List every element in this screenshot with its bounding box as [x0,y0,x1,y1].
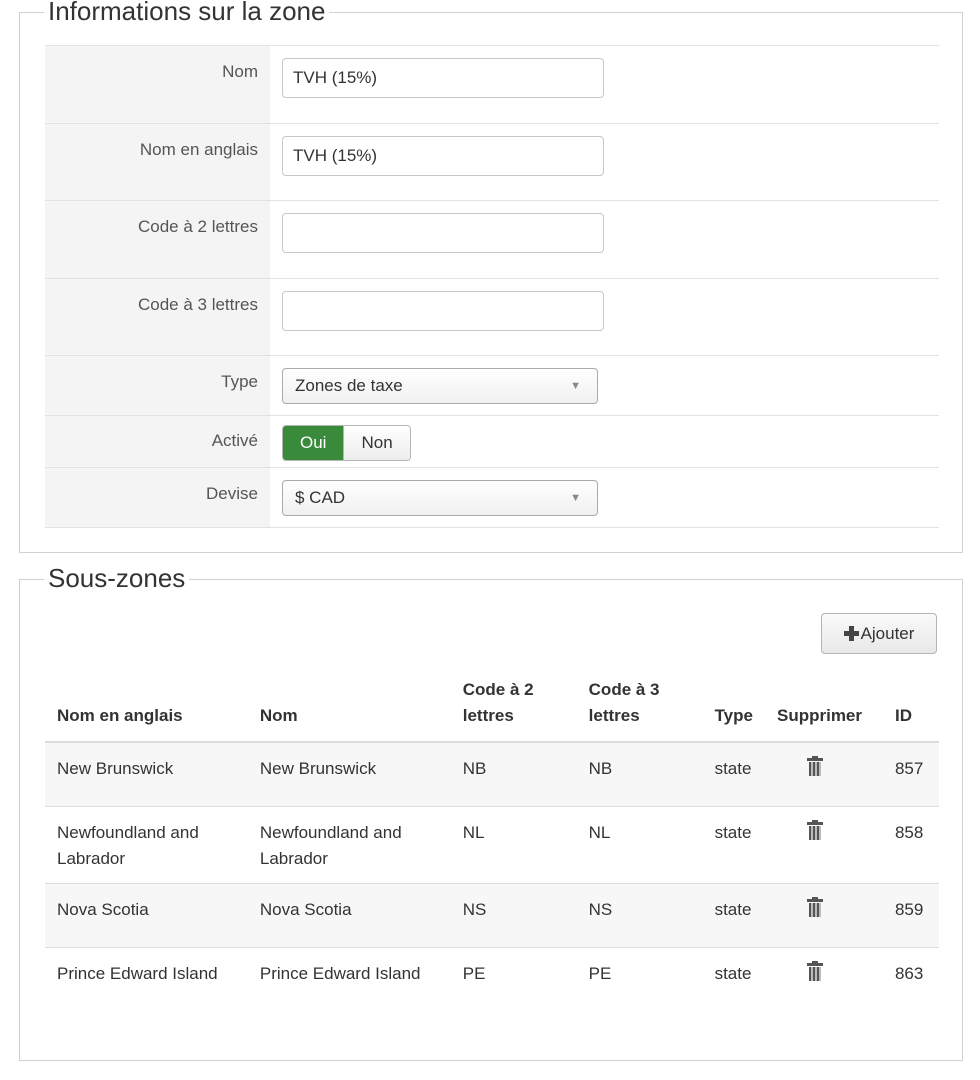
type-label: Type [45,356,270,415]
col-header-name-en[interactable]: Nom en anglais [45,677,248,742]
cell-name[interactable]: Nova Scotia [248,883,451,947]
currency-select-value: $ CAD [295,488,346,507]
table-header-row [45,677,939,742]
type-row [45,356,939,416]
cell-code3: NL [577,806,703,883]
trash-icon[interactable] [807,820,823,840]
col-header-code2[interactable]: Code à 2 lettres [451,677,577,742]
table-row [45,742,939,806]
cell-code3: NS [577,883,703,947]
trash-icon[interactable] [807,756,823,776]
add-subzone-button[interactable] [821,613,937,654]
name-en-label: Nom en anglais [45,124,270,200]
cell-name-en[interactable]: New Brunswick [45,742,248,806]
name-label: Nom [45,46,270,123]
currency-label: Devise [45,468,270,527]
enabled-no-button[interactable]: Non [343,426,409,460]
table-row [45,883,939,947]
code3-row [45,279,939,356]
name-input[interactable]: TVH (15%) [282,58,604,98]
zone-info-form [45,45,939,528]
cell-name-en[interactable]: Newfoundland and Labrador [45,806,248,883]
cell-type: state [703,947,765,1011]
plus-icon [844,626,859,641]
cell-name-en[interactable]: Nova Scotia [45,883,248,947]
zone-info-panel [19,0,963,553]
code2-input[interactable] [282,213,604,253]
add-subzone-label: Ajouter [860,623,915,643]
type-select-value: Zones de taxe [295,376,403,395]
table-row [45,947,939,1011]
name-en-row [45,124,939,201]
col-header-name[interactable]: Nom [248,677,451,742]
zone-info-legend: Informations sur la zone [44,0,329,26]
trash-icon[interactable] [807,961,823,981]
col-header-id[interactable]: ID [883,677,939,742]
code2-label: Code à 2 lettres [45,201,270,278]
currency-select[interactable] [282,480,598,516]
col-header-delete: Supprimer [765,677,883,742]
enabled-row [45,416,939,468]
cell-code2: NB [451,742,577,806]
cell-code2: PE [451,947,577,1011]
cell-id: 857 [883,742,939,806]
subzones-legend: Sous-zones [44,563,189,593]
col-header-type[interactable]: Type [703,677,765,742]
name-row [45,46,939,124]
caret-down-icon: ▼ [570,380,581,392]
cell-name-en[interactable]: Prince Edward Island [45,947,248,1011]
cell-code3: PE [577,947,703,1011]
caret-down-icon: ▼ [570,492,581,504]
subzones-table [45,677,939,1011]
type-select[interactable] [282,368,598,404]
cell-id: 859 [883,883,939,947]
table-row [45,806,939,883]
col-header-code3[interactable]: Code à 3 lettres [577,677,703,742]
name-en-input[interactable]: TVH (15%) [282,136,604,176]
cell-name[interactable]: Newfoundland and Labrador [248,806,451,883]
enabled-yes-button[interactable]: Oui [283,426,343,460]
cell-code3: NB [577,742,703,806]
trash-icon[interactable] [807,897,823,917]
cell-code2: NS [451,883,577,947]
enabled-label: Activé [45,416,270,467]
cell-type: state [703,806,765,883]
cell-type: state [703,883,765,947]
code3-input[interactable] [282,291,604,331]
cell-code2: NL [451,806,577,883]
enabled-toggle [282,425,411,461]
cell-type: state [703,742,765,806]
code2-row [45,201,939,279]
cell-id: 863 [883,947,939,1011]
cell-name[interactable]: New Brunswick [248,742,451,806]
subzones-panel [19,563,963,1061]
cell-name[interactable]: Prince Edward Island [248,947,451,1011]
cell-id: 858 [883,806,939,883]
code3-label: Code à 3 lettres [45,279,270,355]
currency-row [45,468,939,528]
